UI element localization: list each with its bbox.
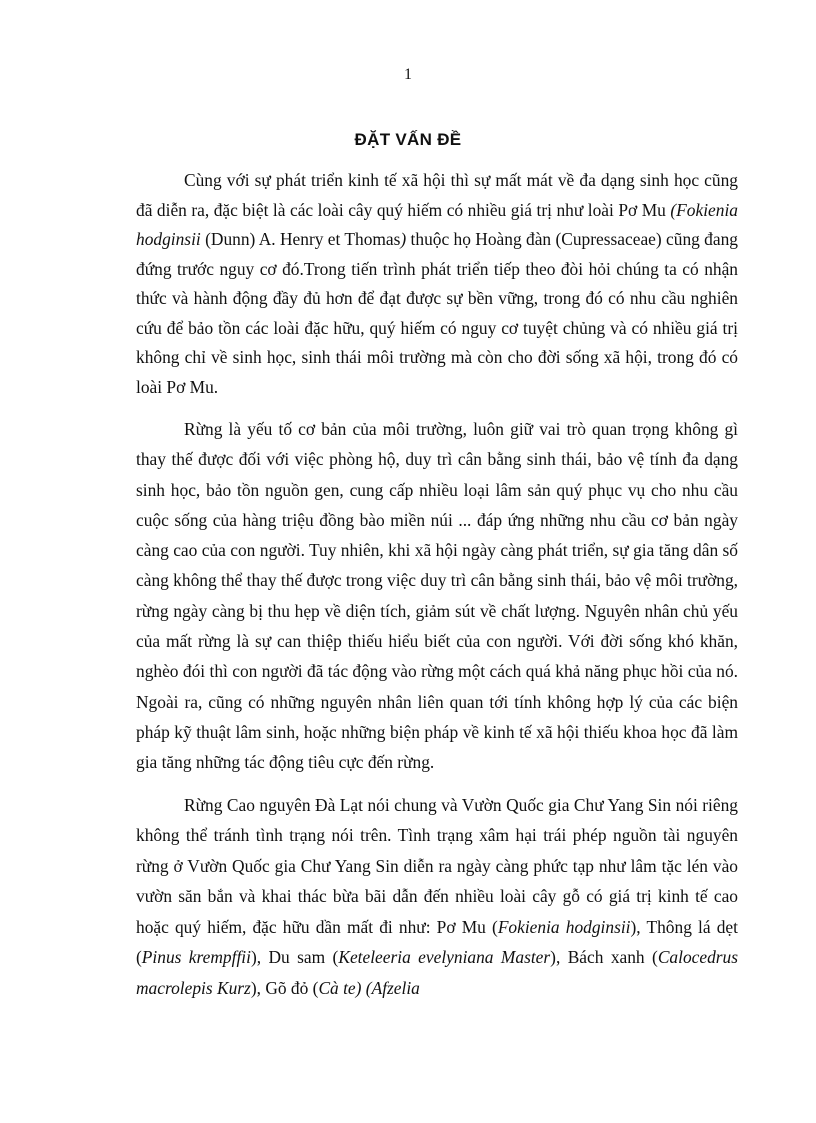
italic-segment: Cà te) (Afzelia xyxy=(318,977,420,998)
italic-segment: (Fokienia hodginsii xyxy=(136,199,738,249)
paragraph-2 xyxy=(136,414,738,778)
text-segment: ), Gõ đỏ ( xyxy=(250,977,319,998)
text-segment: Cùng với sự phát triển kinh tế xã hội thì sự mất mát về đa dạng sinh học cũng đã diễn ra, đặc biệt là các loài cây quý hiếm có nhiều giá trị như loài Pơ Mu xyxy=(136,170,738,220)
text-segment: Rừng Cao nguyên Đà Lạt nói chung và Vườn Quốc gia Chư Yang Sin nói riêng không thể tránh tình trạng nói trên. Tình trạng xâm hại trái phép nguồn tài nguyên rừng ở Vườn Quốc gia Chư Yang Sin diễn ra ngày càng phức tạp như lâm tặc lén vào vườn săn bắn và khai thác bừa bãi dẫn đến nhiều loài cây gỗ có giá trị kinh tế cao hoặc quý hiếm, đặc hữu dần mất đi như: Pơ Mu ( xyxy=(136,794,738,937)
document-body xyxy=(136,166,738,1015)
italic-segment: Fokienia hodginsii xyxy=(497,916,631,937)
text-segment: Rừng là yếu tố cơ bản của môi trường, luôn giữ vai trò quan trọng không gì thay thế được đối với việc phòng hộ, duy trì cân bằng sinh thái, bảo vệ tính đa dạng sinh học, bảo tồn nguồn gen, cung cấp nhiều loại lâm sản quý phục vụ cho nhu cầu cuộc sống của hàng triệu đồng bào miền núi ... đáp ứng những nhu cầu cơ bản ngày càng cao của con người. Tuy nhiên, khi xã hội ngày càng phát triển, sự gia tăng dân số càng không thể thay thế được trong việc duy trì cân bằng sinh thái, bảo vệ môi trường, rừng ngày càng bị thu hẹp về diện tích, giảm sút về chất lượng. Nguyên nhân chủ yếu của mất rừng là sự can thiệp thiếu hiểu biết của con người. Với đời sống khó khăn, nghèo đói thì con người đã tác động vào rừng một cách quá khả năng phục hồi của nó. Ngoài ra, cũng có những nguyên nhân liên quan tới tính không hợp lý của các biện pháp kỹ thuật lâm sinh, hoặc những biện pháp về kinh tế xã hội thiếu khoa học đã làm gia tăng những tác động tiêu cực đến rừng. xyxy=(136,419,738,773)
text-segment: thuộc họ Hoàng đàn (Cupressaceae) cũng đang đứng trước nguy cơ đó.Trong tiến trình phát triển tiếp theo đòi hỏi chúng ta có nhận thức và hành động đầy đủ hơn để đạt được sự bền vững, trong đó có nhu cầu nghiên cứu để bảo tồn các loài đặc hữu, quý hiếm có nguy cơ tuyệt chủng và có nhiều giá trị không chỉ về sinh học, sinh thái môi trường mà còn cho đời sống xã hội, trong đó có loài Pơ Mu. xyxy=(136,229,738,397)
text-segment: (Dunn) A. Henry et Thomas xyxy=(200,229,401,249)
italic-segment: Keteleeria evelyniana Master xyxy=(338,947,551,968)
text-segment: ), Thông lá dẹt ( xyxy=(136,916,738,968)
paragraph-1 xyxy=(136,166,738,402)
text-segment: ), Bách xanh ( xyxy=(550,947,658,968)
page-title: ĐẶT VẤN ĐỀ xyxy=(354,130,462,149)
page-number: 1 xyxy=(404,66,412,83)
italic-segment: Calocedrus macrolepis Kurz xyxy=(136,947,738,998)
text-segment: ), Du sam ( xyxy=(250,947,339,968)
italic-segment: ) xyxy=(400,229,407,249)
paragraph-3 xyxy=(136,790,738,1004)
italic-segment: Pinus krempffii xyxy=(141,947,251,968)
